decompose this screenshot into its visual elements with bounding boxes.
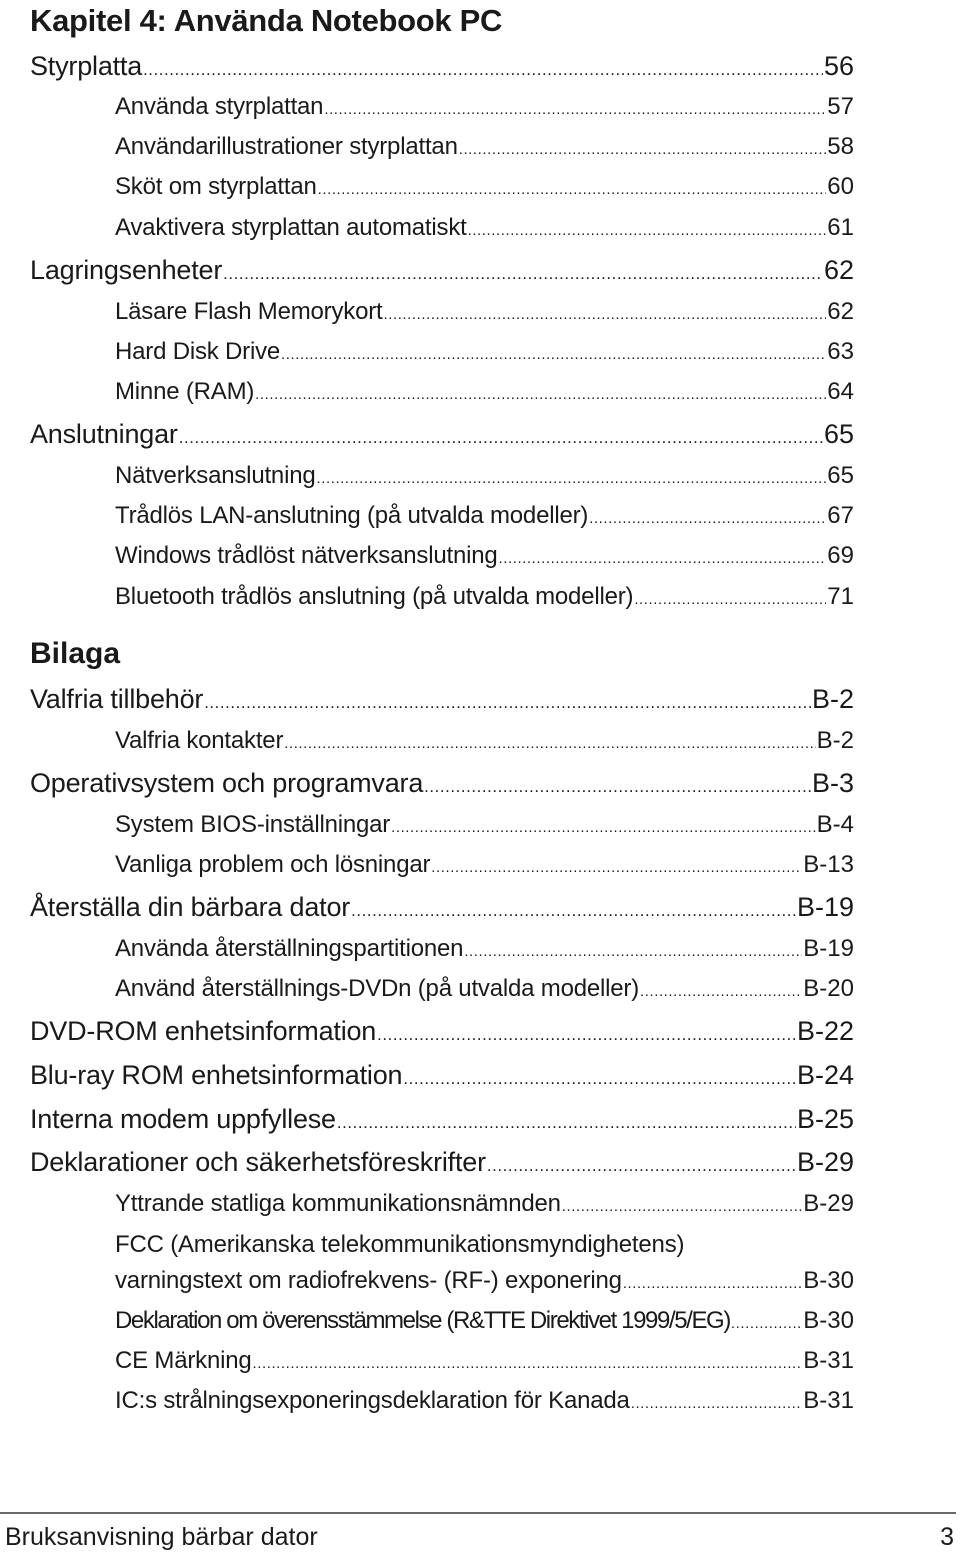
- dot-leader: [634, 582, 826, 618]
- dot-leader: [253, 1346, 803, 1382]
- toc-entry-title: Återställa din bärbara dator: [30, 892, 351, 922]
- toc-entry-page: 62: [823, 255, 854, 285]
- toc-entry[interactable]: [30, 679, 854, 719]
- footer-page-number: 3: [940, 1523, 954, 1551]
- toc-entry[interactable]: [30, 1011, 854, 1051]
- toc-entry-title: Nätverksanslutning: [115, 462, 316, 489]
- dot-leader: [384, 297, 827, 333]
- toc-subentry[interactable]: [115, 1186, 854, 1222]
- toc-entry-title: Valfria tillbehör: [30, 684, 204, 714]
- toc-entry-page: B-25: [796, 1104, 854, 1134]
- toc-entry-page: B-31: [803, 1347, 854, 1374]
- toc-entry-title: IC:s strålningsexponeringsdeklaration för Kanada: [115, 1387, 630, 1414]
- toc-subentry[interactable]: [115, 538, 854, 574]
- toc-entry-title: Trådlös LAN-anslutning (på utvalda modeller): [115, 502, 589, 529]
- toc-entry-title: Lagringsenheter: [30, 255, 223, 285]
- toc-subentry[interactable]: [115, 579, 854, 615]
- dot-leader: [143, 50, 823, 90]
- toc-entry-page: B-30: [803, 1307, 854, 1334]
- toc-subentry[interactable]: [115, 807, 854, 843]
- toc-entry-page: B-19: [803, 935, 854, 962]
- toc-entry-title: Läsare Flash Memorykort: [115, 298, 383, 325]
- dot-leader: [731, 1306, 802, 1342]
- dot-leader: [562, 1189, 803, 1225]
- toc-entry-page: 64: [827, 378, 854, 405]
- toc-entry-page: 71: [827, 583, 854, 610]
- toc-entry-page: B-22: [796, 1016, 854, 1046]
- toc-entry-page: 56: [823, 51, 854, 81]
- toc-entry-title: Windows trådlöst nätverksanslutning: [115, 542, 498, 569]
- toc-entry-title: Vanliga problem och lösningar: [115, 851, 431, 878]
- dot-leader: [204, 683, 811, 723]
- toc-entry-title: Använd återställnings-DVDn (på utvalda modeller): [115, 975, 640, 1002]
- toc-subentry[interactable]: [115, 971, 854, 1007]
- toc-entry-title: DVD-ROM enhetsinformation: [30, 1016, 377, 1046]
- toc-entry-title: Använda återställningspartitionen: [115, 935, 464, 962]
- toc-entry-page: B-29: [796, 1147, 854, 1177]
- dot-leader: [318, 172, 827, 208]
- toc-entry-title: Använda styrplattan: [115, 93, 324, 120]
- toc-entry-title: Valfria kontakter: [115, 727, 284, 754]
- dot-leader: [431, 850, 802, 886]
- toc-entry[interactable]: [30, 46, 854, 86]
- toc-entry-title: Deklarationer och säkerhetsföreskrifter: [30, 1147, 486, 1177]
- toc-entry-page: B-2: [816, 727, 854, 754]
- appendix-heading: Bilaga: [30, 637, 121, 670]
- dot-leader: [499, 541, 827, 577]
- toc-entry-title: Användarillustrationer styrplattan: [115, 133, 458, 160]
- toc-entry-page: 65: [823, 419, 854, 449]
- dot-leader: [223, 254, 823, 294]
- toc-subentry[interactable]: [115, 374, 854, 410]
- toc-subentry[interactable]: [115, 498, 854, 534]
- toc-entry-title: Anslutningar: [30, 419, 178, 449]
- toc-entry-title: Minne (RAM): [115, 378, 255, 405]
- toc-entry-title: Sköt om styrplattan: [115, 173, 317, 200]
- toc-entry-title: System BIOS-inställningar: [115, 811, 391, 838]
- dot-leader: [281, 337, 826, 373]
- dot-leader: [459, 132, 827, 168]
- toc-subentry[interactable]: [115, 169, 854, 205]
- toc-subentry[interactable]: [115, 129, 854, 165]
- toc-entry-page: 61: [827, 214, 854, 241]
- toc-subentry[interactable]: [115, 1383, 854, 1419]
- toc-entry-title: Bluetooth trådlös anslutning (på utvalda modeller): [115, 583, 634, 610]
- toc-subentry[interactable]: [115, 847, 854, 883]
- dot-leader: [179, 418, 823, 458]
- toc-entry-page: B-20: [803, 975, 854, 1002]
- toc-entry-page: B-31: [803, 1387, 854, 1414]
- dot-leader: [391, 810, 816, 846]
- toc-entry-title-line1[interactable]: FCC (Amerikanska telekommunikationsmyndighetens): [115, 1231, 685, 1258]
- toc-subentry[interactable]: [115, 1303, 854, 1339]
- toc-subentry[interactable]: [115, 1263, 854, 1299]
- dot-leader: [255, 377, 826, 413]
- toc-entry-page: 60: [827, 173, 854, 200]
- toc-subentry[interactable]: [115, 334, 854, 370]
- toc-entry[interactable]: [30, 1055, 854, 1095]
- toc-entry-page: B-13: [803, 851, 854, 878]
- toc-entry-page: B-29: [803, 1190, 854, 1217]
- dot-leader: [403, 1059, 796, 1099]
- toc-entry-title-line2: varningstext om radiofrekvens- (RF-) exponering: [115, 1267, 622, 1294]
- footer-title: Bruksanvisning bärbar dator: [5, 1523, 318, 1551]
- dot-leader: [337, 1103, 796, 1143]
- dot-leader: [324, 92, 826, 128]
- toc-entry-page: 63: [827, 338, 854, 365]
- toc-entry-title: CE Märkning: [115, 1347, 252, 1374]
- toc-entry-page: B-24: [796, 1060, 854, 1090]
- toc-subentry[interactable]: [115, 210, 854, 246]
- dot-leader: [317, 461, 827, 497]
- toc-entry-page: B-19: [796, 892, 854, 922]
- toc-entry-title: Operativsystem och programvara: [30, 768, 424, 798]
- toc-subentry[interactable]: [115, 1343, 854, 1379]
- dot-leader: [487, 1146, 796, 1186]
- toc-entry-page: B-3: [811, 768, 854, 798]
- toc-entry-page: 65: [827, 462, 854, 489]
- toc-entry-page: 67: [827, 502, 854, 529]
- toc-entry[interactable]: [30, 1142, 854, 1182]
- toc-subentry[interactable]: [115, 931, 854, 967]
- toc-subentry[interactable]: [115, 723, 854, 759]
- toc-subentry[interactable]: [115, 89, 854, 125]
- dot-leader: [468, 213, 827, 249]
- toc-subentry[interactable]: [115, 458, 854, 494]
- dot-leader: [464, 934, 802, 970]
- dot-leader: [284, 726, 815, 762]
- dot-leader: [631, 1386, 803, 1422]
- toc-entry[interactable]: [30, 250, 854, 290]
- dot-leader: [589, 501, 826, 537]
- dot-leader: [640, 974, 802, 1010]
- toc-entry-title: Interna modem uppfyllese: [30, 1104, 336, 1134]
- toc-entry[interactable]: [30, 414, 854, 454]
- toc-entry-title: Hard Disk Drive: [115, 338, 281, 365]
- toc-entry-page: 62: [827, 298, 854, 325]
- toc-entry-page: 69: [827, 542, 854, 569]
- toc-subentry[interactable]: [115, 294, 854, 330]
- toc-entry-page: 58: [827, 133, 854, 160]
- toc-entry-title: Blu-ray ROM enhetsinformation: [30, 1060, 403, 1090]
- toc-entry[interactable]: [30, 1099, 854, 1139]
- dot-leader: [351, 891, 796, 931]
- chapter-heading: Kapitel 4: Använda Notebook PC: [30, 3, 503, 38]
- toc-entry-page: B-2: [811, 684, 854, 714]
- toc-entry-page: 57: [827, 93, 854, 120]
- toc-entry-page: B-4: [816, 811, 854, 838]
- toc-entry-title: Avaktivera styrplattan automatiskt: [115, 214, 467, 241]
- toc-entry[interactable]: [30, 763, 854, 803]
- toc-entry-title: Yttrande statliga kommunikationsnämnden: [115, 1190, 561, 1217]
- dot-leader: [424, 767, 811, 807]
- dot-leader: [623, 1266, 802, 1302]
- toc-entry-page: B-30: [803, 1267, 854, 1294]
- dot-leader: [377, 1015, 796, 1055]
- toc-entry-title: Styrplatta: [30, 51, 143, 81]
- toc-entry[interactable]: [30, 887, 854, 927]
- footer-divider: [0, 1512, 956, 1514]
- toc-entry-title: Deklaration om överensstämmelse (R&TTE Direktivet 1999/5/EG): [115, 1307, 730, 1334]
